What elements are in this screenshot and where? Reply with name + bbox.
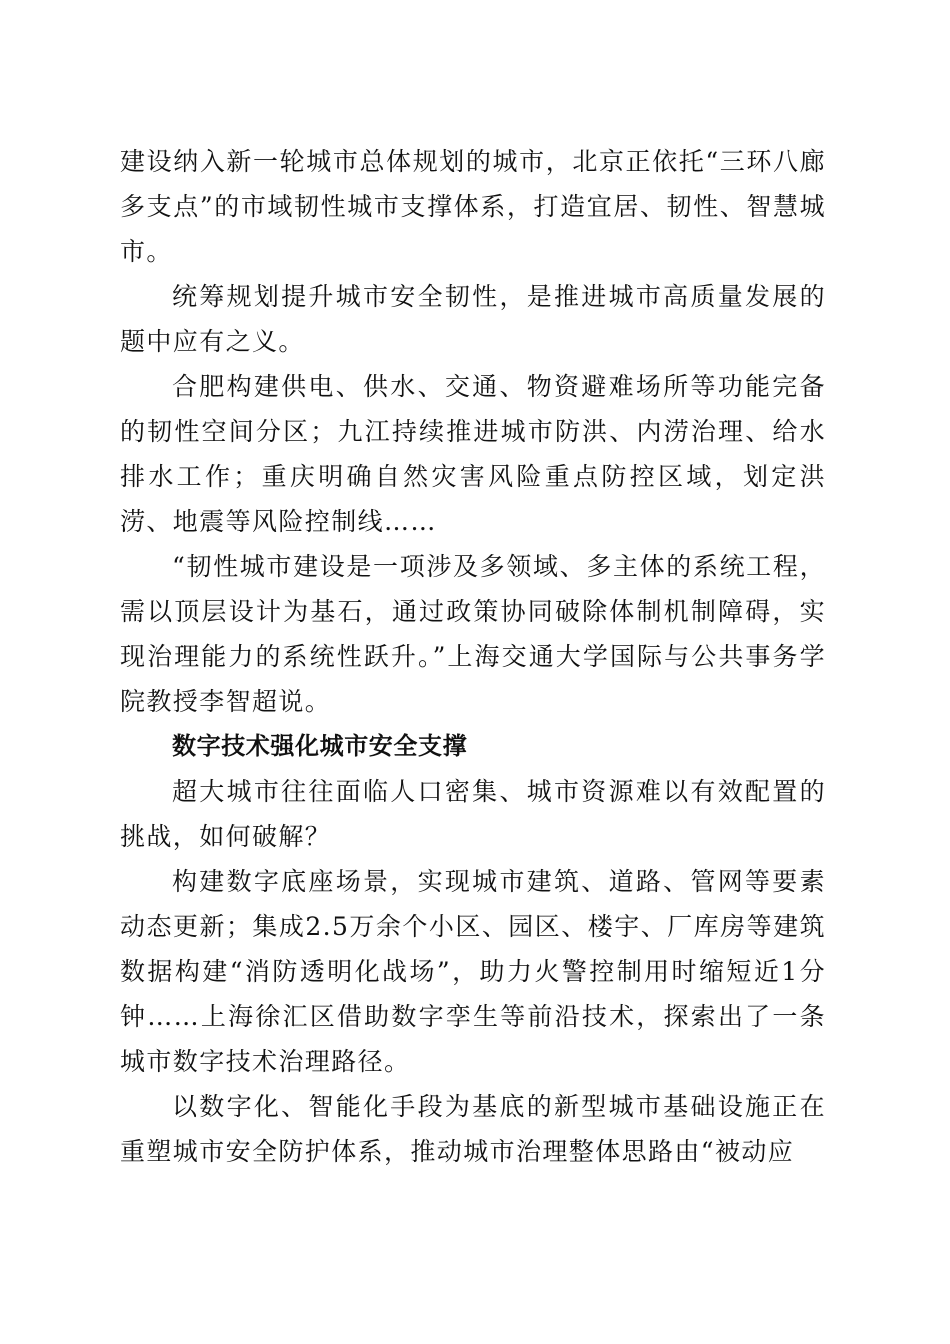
paragraph-xuhui: 构建数字底座场景，实现城市建筑、道路、管网等要素动态更新；集成2.5万余个小区、园区、楼宇、厂库房等建筑数据构建“消防透明化战场”，助力火警控制用时缩短近1分钟……上海徐汇区借助数字孪生等前沿技术，探索出了一条城市数字技术治理路径。: [120, 867, 826, 1076]
paragraph-planning: 统筹规划提升城市安全韧性，是推进城市高质量发展的题中应有之义。: [120, 282, 826, 356]
paragraph-city-examples: 合肥构建供电、供水、交通、物资避难场所等功能完备的韧性空间分区；九江持续推进城市防洪、内涝治理、给水排水工作；重庆明确自然灾害风险重点防控区域，划定洪涝、地震等风险控制线……: [120, 372, 826, 536]
paragraph-challenge: 超大城市往往面临人口密集、城市资源难以有效配置的挑战，如何破解？: [120, 777, 826, 851]
paragraph-infrastructure: 以数字化、智能化手段为基底的新型城市基础设施正在重塑城市安全防护体系，推动城市治理整体思路由“被动应: [120, 1092, 826, 1166]
paragraph-continuation: 建设纳入新一轮城市总体规划的城市，北京正依托“三环八廊多支点”的市域韧性城市支撑体系，打造宜居、韧性、智慧城市。: [120, 147, 826, 266]
paragraph-quote: “韧性城市建设是一项涉及多领域、多主体的系统工程，需以顶层设计为基石，通过政策协同破除体制机制障碍，实现治理能力的系统性跃升。”上海交通大学国际与公共事务学院教授李智超说。: [120, 552, 826, 716]
article-body: [120, 139, 826, 1174]
section-heading: 数字技术强化城市安全支撑: [172, 732, 468, 760]
